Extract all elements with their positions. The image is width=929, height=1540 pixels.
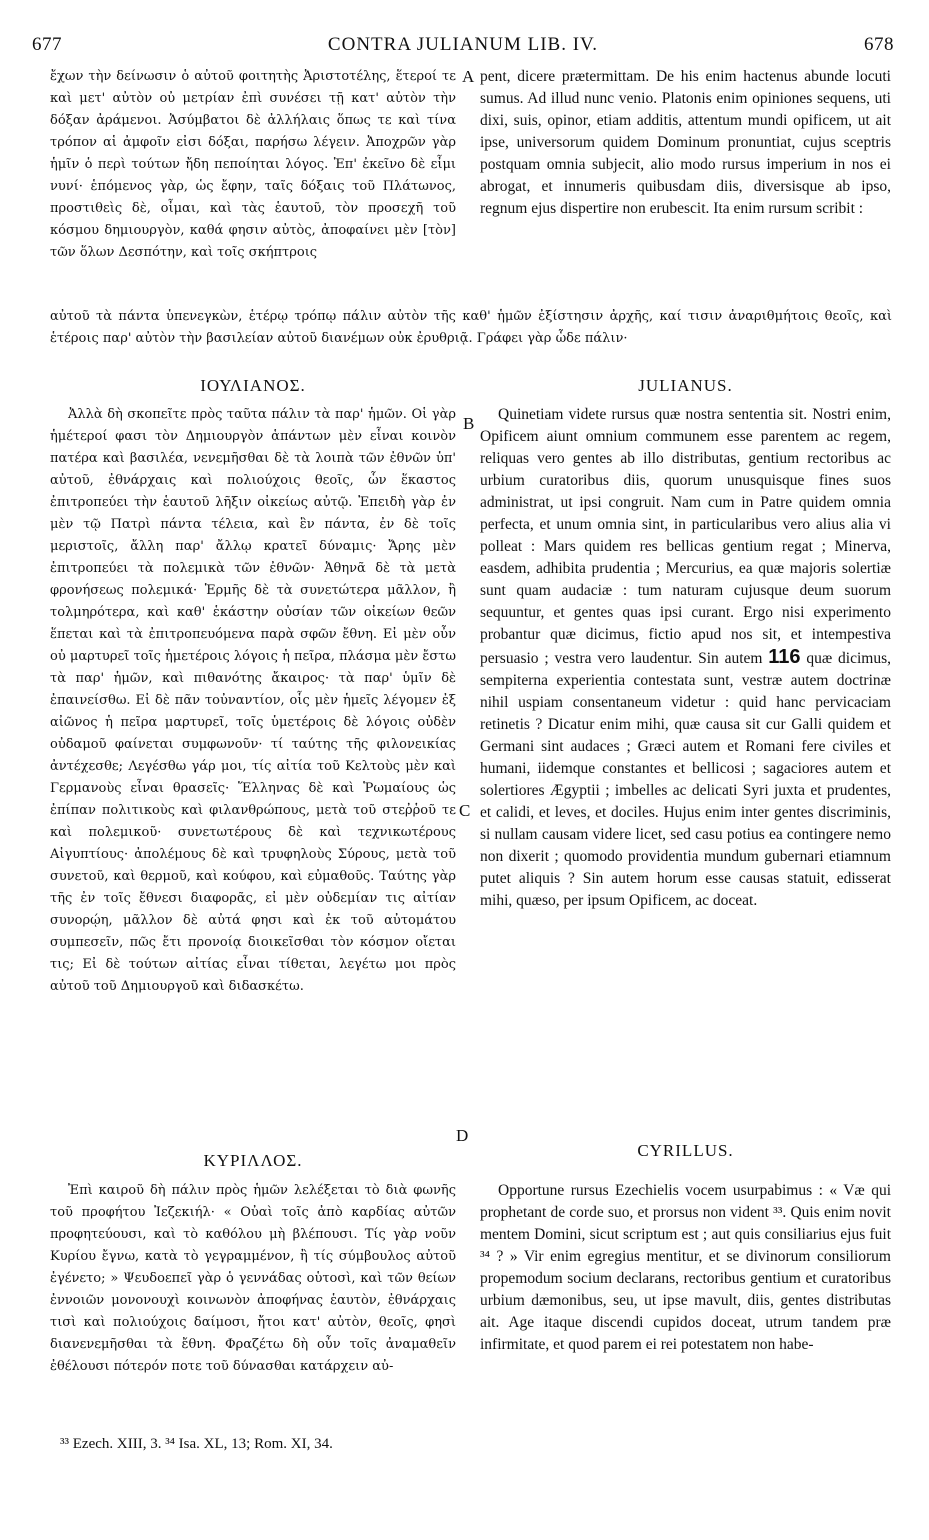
footnotes: ³³ Ezech. XIII, 3. ³⁴ Isa. XL, 13; Rom. XI, 34. [60,1436,333,1452]
margin-letter-c: C [459,801,471,820]
latin-column-top [480,66,891,286]
greek-column-cyril [50,1180,456,1428]
page-number-left: 677 [32,34,62,55]
greek-paragraph: αὐτοῦ τὰ πάντα ὑπενεγκὼν, ἑτέρῳ τρόπῳ πάλιν αὐτὸν τῆς καθ' ἡμῶν ἐξίστησιν ἀρχῆς, καί τισιν ἀναριθμήτοις θεοῖς, καὶ ἑτέροις παρ' αὐτὸν τὴν βασιλείαν αὐτοῦ διανέμων οὐκ ἐρυθριᾷ. Γράφει γὰρ ὧδε πάλιν· [50,309,892,346]
heading-cyril-greek: ΚΥΡΙΛΛΟΣ. [203,1151,303,1170]
heading-julian-latin: JULIANUS. [638,376,733,395]
latin-column-cyril [480,1180,891,1428]
latin-paragraph: Opportune rursus Ezechielis vocem usurpabimus : « Væ qui prophetant de corde suo, et prorsus non vident ³³. Quis enim novit mentem Domini, sicut scriptum est ; aut quis consiliarius ejus fuit ³⁴ ? » Vir enim egregius mentitur, et se divinorum consiliorum propemodum socium declarans, rectoribus gentium et curatoribus urbium dæmonibus, seu, ut ipse mavult, diis, gentes distributas ait. Age itaque discendi cupidos doceat, utrum tandem præ infirmitate, et quod parem ei rei potestatem non habe- [480,1182,891,1353]
margin-letter-b: B [463,414,475,433]
greek-column-julian [50,404,456,1142]
page-number-right: 678 [864,34,894,55]
page-header [32,34,894,58]
latin-text: quæ dicimus, sempiterna experientia contestata sunt, vestræ autem doctrinæ nihil uspiam consentaneum videtur : quid hanc pervicaciam retinetis ? Dicatur enim mihi, quæ causa sit cur Galli quidem et Germani sint audaces ; Græci autem et Romani fere civiles et humani, iidemque constantes et bellicosi ; sagaciores autem et solertiores Ægyptii ; imbelles ac delicati Syri juxta et prudentes, et calidi, et leves, et dociles. Hujus enim inter gentes discriminis, si nullam causam videre licet, sed casu potius ea contingere nemo non dixerit ; quomodo providentia mundum gubernari etiamnum putet aliquis ? Sin autem horum esse causas statuit, edisserat mihi, quæso, per ipsum Opificem, ac doceat. [480,650,891,909]
latin-paragraph [480,404,891,912]
heading-cyril-latin: CYRILLUS. [637,1141,734,1160]
greek-paragraph: ἔχων τὴν δείνωσιν ὁ αὐτοῦ φοιτητὴς Ἀριστοτέλης, ἕτεροί τε καὶ μετ' αὐτὸν οὐ μετρίαν ἐπὶ συνέσει τῇ κατ' αὐτὸν τὴν δόξαν ἀράμενοι. Ἀσύμβατοι δὲ ἀλλήλαις ὅπως τε καὶ τίνα τρόπον αἱ ἀμφοῖν εἰσι δόξαι, παρήσω λέγειν. Ἀποχρῶν γὰρ ἡμῖν ὁ περὶ τούτων ἤδη πεποίηται λόγος. Ἐπ' ἐκεῖνο δὲ εἶμι νυνί· ἑπόμενος γὰρ, ὡς ἔφην, ταῖς δόξαις τοῦ Πλάτωνος, προστιθεὶς δὲ, οἶμαι, καὶ τὰς ἑαυτοῦ, τὸν προσεχῆ τοῦ κόσμου δημιουργὸν, καθά φησιν αὐτὸς, ἀποφαίνει μὲν [τὸν] τῶν ὅλων Δεσπότην, καὶ τοῖς σκήπτροις [50,69,456,260]
latin-column-julian [480,404,891,1124]
page-marginal-number: 116 [768,646,801,668]
greek-column-top [50,66,456,286]
full-width-greek-line [50,306,892,372]
latin-text: Quinetiam videte rursus quæ nostra sententia sit. Nostri enim, Opificem aiunt omnium communem esse parentem ac regem, reliquas vero gentes ab illo distributas, gentium rectoribus ac urbium curatoribus diis, quorum unusquisque fines suos administrat, ut ipsi congruit. Nam cum in Patre quidem omnia perfecta, et unum omnia sint, in particularibus vero alius alia vi polleat : Mars quidem res bellicas gentium regat ; Minerva, easdem, adhibita prudentia ; Mercurius, ea quæ majoris solertiæ sunt quam audaciæ : tum naturam cujusque deum suorum sequuntur, et gentes quas ipsi curant. Ergo nisi experimento probantur quæ dicimus, fictio apud nos sit, et intempestiva persuasio ; vestra vero laudentur. Sin autem [480,406,891,667]
margin-letter-a: A [462,67,475,86]
latin-paragraph: pent, dicere prætermittam. De his enim hactenus abunde locuti sumus. Ad illud nunc venio. Platonis enim opiniones sequens, uti dixi, suis, opinor, etiam additis, attentum mundi opificem, ut ait ipse, universorum quidem Dominum pronuntiat, cujus sceptris postquam omnia subjecit, alio modo rursus imperium in nos ei abrogat, et innumeris quibusdam diis, diversisque ab ipso, regnum ejus dispertire non erubescit. Ita enim rursum scribit : [480,68,891,217]
greek-paragraph: Ἐπὶ καιροῦ δὴ πάλιν πρὸς ἡμῶν λελέξεται τὸ διὰ φωνῆς τοῦ προφήτου Ἰεζεκιήλ· « Οὐαὶ τοῖς ἀπὸ καρδίας αὐτῶν προφητεύουσι, καὶ τὸ καθόλου μὴ βλέπουσι. Τίς γὰρ νοῦν Κυρίου ἔγνω, κατὰ τὸ γεγραμμένον, ἢ τίς σύμβουλος αὐτοῦ ἐγένετο; » Ψευδοεπεῖ γὰρ ὁ γεννάδας οὑτοσὶ, καὶ τῶν θείων ἐννοιῶν μονονουχὶ κοινωνὸν ἀποφήνας ἑαυτὸν, ἐθνάρχαις τισὶ καὶ πολιούχοις δαίμοσι, ἤτοι κατ' αὐτὸν, θεοῖς, φησὶ διανενεμῆσθαι τὰ ἔθνη. Φραζέτω δὴ οὖν τοῖς ἀναμαθεῖν ἐθέλουσι πότερόν ποτε τοῦ δύνασθαι κατάρχειν αὐ- [50,1183,456,1374]
greek-paragraph: Ἀλλὰ δὴ σκοπεῖτε πρὸς ταῦτα πάλιν τὰ παρ' ἡμῶν. Οἱ γὰρ ἡμέτεροί φασι τὸν Δημιουργὸν ἁπάντων μὲν εἶναι κοινὸν πατέρα καὶ βασιλέα, νενεμῆσθαι δὲ τὰ λοιπὰ τῶν ἐθνῶν ὑπ' αὐτοῦ, ἐθνάρχαις καὶ πολιούχοις θεοῖς, ὧν ἕκαστος ἐπιτροπεύει τὴν ἑαυτοῦ λῆξιν οἰκείως αὐτῷ. Ἐπειδὴ γὰρ ἐν μὲν τῷ Πατρὶ πάντα τέλεια, καὶ ἓν πάντα, ἐν δὲ τοῖς μεριστοῖς, ἄλλη παρ' ἄλλῳ κρατεῖ δύναμις· Ἄρης μὲν ἐπιτροπεύει τὰ πολεμικὰ τῶν ἐθνῶν· Ἀθηνᾶ δὲ τὰ μετὰ φρονήσεως πολεμικά· Ἑρμῆς δὲ τὰ συνετώτερα μᾶλλον, ἢ τολμηρότερα, καὶ καθ' ἑκάστην οὐσίαν τῶν οἰκείων θεῶν ἕπεται καὶ τὰ ἐπιτροπευόμενα παρὰ σφῶν ἔθνη. Εἰ μὲν οὖν οὐ μαρτυρεῖ τοῖς ἡμετέροις λόγοις ἡ πεῖρα, πλάσμα μὲν ἔστω τὰ παρ' ἡμῶν, καὶ πιθανότης ἄκαιρος· τὰ παρ' ὑμῖν δὲ ἐπαινείσθω. Εἰ δὲ πᾶν τοὐναντίον, οἷς μὲν ἡμεῖς λέγομεν ἐξ αἰῶνος ἡ πεῖρα μαρτυρεῖ, τοῖς ὑμετέροις δὲ λόγοις οὐδὲν οὐδαμοῦ φαίνεται συμφωνοῦν· τί ταύτης τῆς φιλονεικίας ἀντέχεσθε; Λεγέσθω γάρ μοι, τίς αἰτία τοῦ Κελτοὺς μὲν καὶ Γερμανοὺς εἶναι θρασεῖς· Ἕλληνας δὲ καὶ Ῥωμαίους ὡς ἐπίπαν πολιτικοὺς καὶ φιλανθρώπους, μετὰ τοῦ στεῤῥοῦ τε καὶ πολεμικοῦ· συνετωτέρους δὲ καὶ τεχνικωτέρους Αἰγυπτίους· ἀπολέμους δὲ καὶ τρυφηλοὺς Σύρους, μετὰ τοῦ συνετοῦ, καὶ θερμοῦ, καὶ κούφου, καὶ εὐμαθοῦς. Ταύτης γὰρ τῆς ἐν τοῖς ἔθνεσι διαφορᾶς, εἰ μὲν οὐδεμίαν τις αἰτίαν συνορῴη, μᾶλλον δὲ αὐτά φησι καὶ ἐκ τοῦ αὐτομάτου συμπεσεῖν, πῶς ἔτι προνοίᾳ διοικεῖσθαι τὸν κόσμον οἴεται τις; Εἰ δὲ τούτων αἰτίας εἶναι τίθεται, λεγέτω μοι πρὸς αὐτοῦ τοῦ Δημιουργοῦ καὶ διδασκέτω. [50,407,456,994]
heading-julian-greek: ΙΟΥΛΙΑΝΟΣ. [200,376,306,395]
running-title: CONTRA JULIANUM LIB. IV. [327,34,599,55]
margin-letter-d: D [456,1126,469,1145]
